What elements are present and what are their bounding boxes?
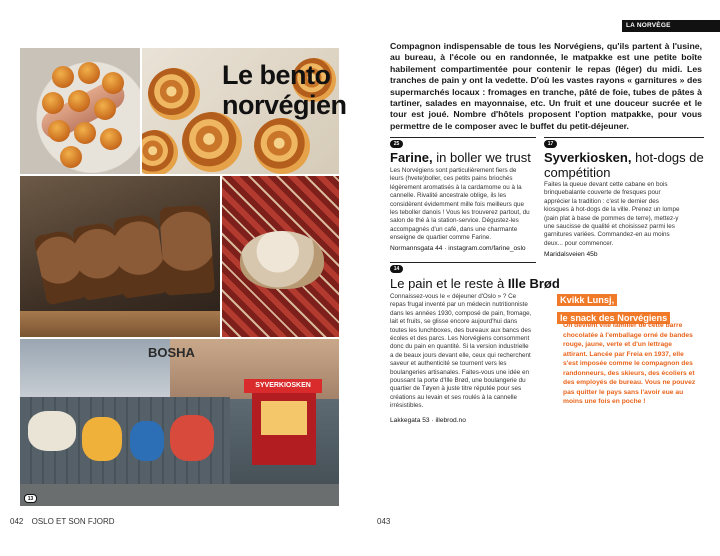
bun bbox=[60, 146, 82, 168]
syverkiosken-address: Maridalsveien 45b bbox=[544, 251, 598, 258]
folio-left bbox=[10, 517, 115, 526]
graffiti-text: BOSHA bbox=[148, 345, 195, 360]
kiosk-window bbox=[261, 401, 307, 435]
bun bbox=[52, 66, 74, 88]
photo-syverkiosken-street bbox=[20, 339, 339, 506]
map-badge: 25 bbox=[390, 140, 403, 148]
bun bbox=[68, 90, 90, 112]
divider bbox=[544, 137, 704, 138]
bun bbox=[102, 72, 124, 94]
syverkiosken-body: Faites la queue devant cette cabane en bois brinquebalante couverte de fresques pour apprécier la tradition : c'est le dernier des kiosques à hot-dogs de la ville. Prenez un lompe (pain plat à base de pommes de terre), mettez-y une saucisse de qualité et choisissez parmi les garnitures variées. Commandez-en au moins deux... pour commencer. bbox=[544, 181, 680, 247]
graffiti-figure bbox=[130, 421, 164, 461]
ille-brod-body: Connaissez-vous le « déjeuner d'Oslo » ? Ce repas frugal inventé par un médecin nutritionniste dans les années 1930, composé de pain, fromage, lait et fruits, se glisse encore aujourd'hui dans toutes les lunchboxes, des bureaux aux bancs des écoles et des parcs. Les Norvégiens consomment donc du pain en quantité. Si la version industrielle a de beaux jours devant elle, ceux qui recherchent saveur et authenticité se tournent vers les boulangeries artisanales. Faites-vous une idée en poussant la porte d'Ille Brød, une boulangerie du quartier de Tøyen à juste titre réputée pour ses créations au levain et ses roulés à la cannelle irrésistibles. bbox=[390, 293, 532, 410]
syverkiosken-heading-rest: hot-dogs de compétition bbox=[544, 150, 704, 180]
folio-right-number: 043 bbox=[377, 517, 391, 526]
kvikk-heading-line2: le snack des Norvégiens bbox=[557, 312, 670, 324]
kvikk-body: On devient vite familier de cette barre chocolatée à l'emballage orné de bandes rouge, jaune, verte et d'un lettrage attirant. Lancée par Freia en 1937, elle s'est imposée comme le compagnon des randonneurs, des skieurs, des écoliers et des employés de bureau. Vous ne pouvez pas quitter le pays sans l'avoir eue au moins une fois en poche ! bbox=[563, 322, 696, 405]
photo-title-line2: norvégien bbox=[222, 90, 347, 120]
cutting-board bbox=[20, 311, 220, 337]
syverkiosken-heading bbox=[544, 150, 704, 180]
ille-brod-address: Lakkegata 53 · illebrod.no bbox=[390, 417, 466, 424]
bun bbox=[94, 98, 116, 120]
photo-title bbox=[222, 60, 347, 120]
farine-heading bbox=[390, 150, 538, 165]
bread-slice bbox=[159, 204, 215, 295]
folio-left-number: 042 bbox=[10, 517, 24, 526]
farine-address: Normannsgata 44 · instagram.com/farine_oslo bbox=[390, 245, 526, 252]
cinnamon-roll bbox=[254, 118, 310, 174]
ille-brod-heading-bold: Ille Brød bbox=[507, 276, 560, 291]
graffiti-figure bbox=[28, 411, 76, 451]
bun bbox=[48, 120, 70, 142]
photo-sourdough-loaf bbox=[222, 176, 339, 337]
kvikk-heading-line1: Kvikk Lunsj, bbox=[557, 294, 617, 306]
ille-brod-heading-rest: Le pain et le reste à bbox=[390, 276, 508, 291]
farine-heading-bold: Farine, bbox=[390, 150, 433, 165]
ille-brod-heading bbox=[390, 276, 560, 291]
section-tag: LA NORVÈGE GOURMANDE bbox=[622, 20, 720, 32]
bun bbox=[74, 122, 96, 144]
farine-body: Les Norvégiens sont particulièrement fiers de leurs (hvete)boller, ces petits pains briochés légèrement aromatisés à la cardamome ou à la cannelle. Rivalité ancestrale oblige, ils les considèrent évidemment mille fois meilleurs que les teboller danois ! Vous les trouverez partout, du salon de thé à la station-service. Dégustez-les accompagnés d'un café, dans une charmante enseigne de quartier comme Farine. bbox=[390, 167, 530, 242]
bun bbox=[42, 92, 64, 114]
bread-loaf bbox=[240, 231, 324, 289]
cinnamon-roll bbox=[142, 130, 178, 174]
folio-left-title: OSLO ET SON FJORD bbox=[31, 517, 115, 526]
farine-heading-rest: in boller we trust bbox=[432, 150, 531, 165]
bun bbox=[78, 62, 100, 84]
map-badge: 14 bbox=[390, 265, 403, 273]
divider bbox=[390, 262, 536, 263]
cinnamon-roll bbox=[182, 112, 242, 172]
kiosk-sign: SYVERKIOSKEN bbox=[244, 379, 322, 393]
map-badge: 17 bbox=[544, 140, 557, 148]
photo-map-pin: 13 bbox=[24, 494, 37, 503]
cinnamon-roll bbox=[148, 68, 200, 120]
photo-title-line1: Le bento bbox=[222, 60, 331, 90]
photo-buns-plate bbox=[20, 48, 140, 174]
graffiti-figure bbox=[82, 417, 122, 461]
bun bbox=[100, 128, 122, 150]
graffiti-figure bbox=[170, 415, 214, 461]
street-ground bbox=[20, 484, 339, 506]
divider bbox=[390, 137, 536, 138]
intro-paragraph: Compagnon indispensable de tous les Norvégiens, qu'ils partent à l'usine, au bureau, à l'école ou en randonnée, le matpakke est une petite boîte habilement compartimentée pour contenir le repas (léger) du midi. Les tranches de pain y ont la vedette. D'où les vastes rayons « garnitures » des supermarchés locaux : fromages en tranche, pâté de foie, tubes de pâtes à tartiner, salades en mayonnaise, etc. Un fruit et une douceur sucrée et le tour est joué. Nombre d'hôtels proposent l'option matpakke, pour vous permettre de le composer avec le buffet du petit-déjeuner. bbox=[390, 41, 702, 131]
photo-rye-bread bbox=[20, 176, 220, 337]
syverkiosken-heading-bold: Syverkiosken, bbox=[544, 150, 632, 165]
